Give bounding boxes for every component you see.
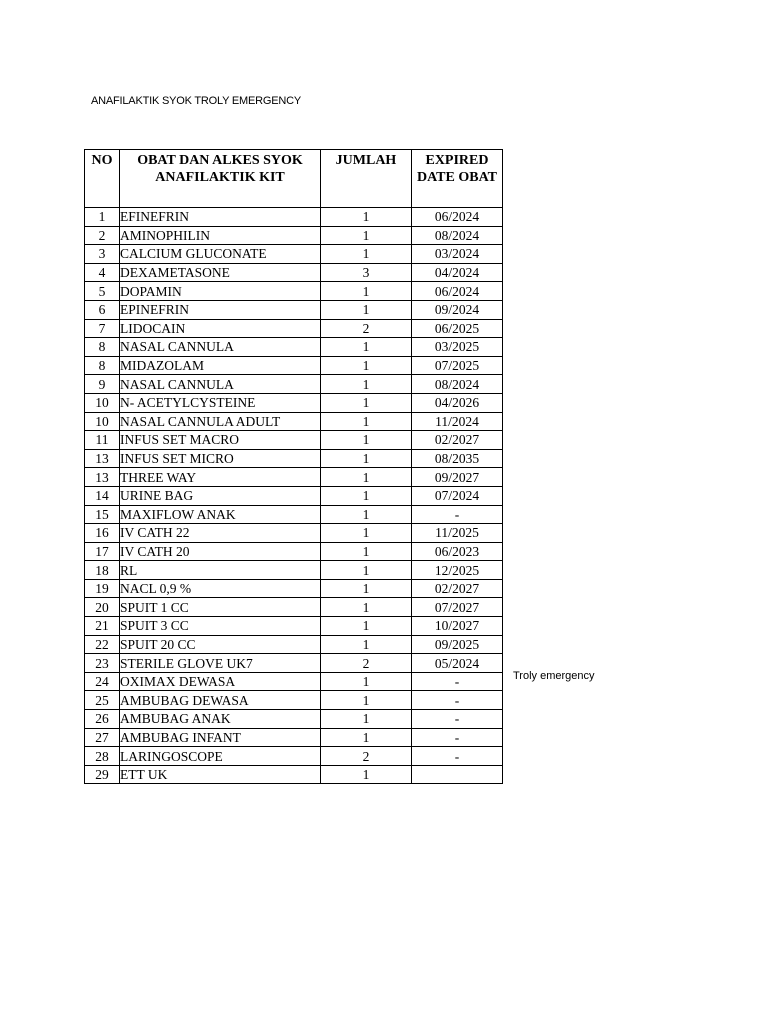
quantity: 2 <box>321 654 412 673</box>
row-number: 11 <box>85 431 120 450</box>
expired-date: 06/2024 <box>412 208 503 227</box>
row-number: 1 <box>85 208 120 227</box>
item-name: LIDOCAIN <box>120 319 321 338</box>
row-number: 10 <box>85 412 120 431</box>
expired-date: 05/2024 <box>412 654 503 673</box>
table-row <box>85 486 503 505</box>
item-name: NASAL CANNULA <box>120 375 321 394</box>
expired-date: 07/2024 <box>412 486 503 505</box>
item-name: URINE BAG <box>120 486 321 505</box>
table-row <box>85 710 503 729</box>
item-name: ETT UK <box>120 765 321 784</box>
table-row <box>85 338 503 357</box>
item-name: SPUIT 20 CC <box>120 635 321 654</box>
expired-date: 11/2024 <box>412 412 503 431</box>
expired-date: 09/2027 <box>412 468 503 487</box>
row-number: 24 <box>85 672 120 691</box>
item-name: MAXIFLOW ANAK <box>120 505 321 524</box>
expired-date: 06/2025 <box>412 319 503 338</box>
expired-date: 04/2026 <box>412 393 503 412</box>
table-row <box>85 747 503 766</box>
expired-date: - <box>412 728 503 747</box>
quantity: 1 <box>321 449 412 468</box>
expired-date: 02/2027 <box>412 431 503 450</box>
item-name: LARINGOSCOPE <box>120 747 321 766</box>
quantity: 1 <box>321 524 412 543</box>
quantity: 1 <box>321 468 412 487</box>
expired-date: - <box>412 691 503 710</box>
row-number: 3 <box>85 245 120 264</box>
expired-date: 03/2025 <box>412 338 503 357</box>
row-number: 14 <box>85 486 120 505</box>
table-row <box>85 579 503 598</box>
item-name: AMBUBAG ANAK <box>120 710 321 729</box>
quantity: 3 <box>321 263 412 282</box>
table-header-row <box>85 150 503 208</box>
quantity: 1 <box>321 412 412 431</box>
header-no: NO <box>85 150 120 208</box>
expired-date: - <box>412 710 503 729</box>
row-number: 15 <box>85 505 120 524</box>
item-name: OXIMAX DEWASA <box>120 672 321 691</box>
row-number: 28 <box>85 747 120 766</box>
item-name: SPUIT 3 CC <box>120 617 321 636</box>
quantity: 1 <box>321 245 412 264</box>
row-number: 4 <box>85 263 120 282</box>
row-number: 8 <box>85 338 120 357</box>
quantity: 2 <box>321 319 412 338</box>
row-number: 29 <box>85 765 120 784</box>
row-number: 18 <box>85 561 120 580</box>
row-number: 7 <box>85 319 120 338</box>
expired-date: 12/2025 <box>412 561 503 580</box>
quantity: 1 <box>321 208 412 227</box>
item-name: INFUS SET MICRO <box>120 449 321 468</box>
row-number: 25 <box>85 691 120 710</box>
expired-date: 11/2025 <box>412 524 503 543</box>
quantity: 1 <box>321 375 412 394</box>
table-row <box>85 524 503 543</box>
row-number: 20 <box>85 598 120 617</box>
quantity: 1 <box>321 672 412 691</box>
item-name: EPINEFRIN <box>120 300 321 319</box>
item-name: NACL 0,9 % <box>120 579 321 598</box>
expired-date: 07/2027 <box>412 598 503 617</box>
table-row <box>85 598 503 617</box>
table-row <box>85 208 503 227</box>
header-expired-date: EXPIRED DATE OBAT <box>412 150 503 208</box>
item-name: STERILE GLOVE UK7 <box>120 654 321 673</box>
row-number: 23 <box>85 654 120 673</box>
quantity: 1 <box>321 393 412 412</box>
item-name: MIDAZOLAM <box>120 356 321 375</box>
item-name: CALCIUM GLUCONATE <box>120 245 321 264</box>
expired-date: 04/2024 <box>412 263 503 282</box>
expired-date: - <box>412 505 503 524</box>
item-name: AMBUBAG DEWASA <box>120 691 321 710</box>
table-row <box>85 393 503 412</box>
quantity: 2 <box>321 747 412 766</box>
document-title: ANAFILAKTIK SYOK TROLY EMERGENCY <box>91 95 301 107</box>
inventory-table <box>84 149 503 784</box>
row-number: 16 <box>85 524 120 543</box>
table-row <box>85 691 503 710</box>
table-row <box>85 375 503 394</box>
expired-date <box>412 765 503 784</box>
item-name: RL <box>120 561 321 580</box>
table-row <box>85 672 503 691</box>
table-row <box>85 635 503 654</box>
header-quantity: JUMLAH <box>321 150 412 208</box>
table-row <box>85 449 503 468</box>
expired-date: 10/2027 <box>412 617 503 636</box>
header-item-name: OBAT DAN ALKES SYOK ANAFILAKTIK KIT <box>120 150 321 208</box>
row-number: 2 <box>85 226 120 245</box>
item-name: NASAL CANNULA <box>120 338 321 357</box>
row-number: 10 <box>85 393 120 412</box>
expired-date: 06/2023 <box>412 542 503 561</box>
table-row <box>85 226 503 245</box>
side-note: Troly emergency <box>513 670 595 682</box>
table-row <box>85 356 503 375</box>
table-row <box>85 431 503 450</box>
table-row <box>85 319 503 338</box>
quantity: 1 <box>321 691 412 710</box>
quantity: 1 <box>321 598 412 617</box>
table-row <box>85 245 503 264</box>
table-row <box>85 300 503 319</box>
table-row <box>85 263 503 282</box>
quantity: 1 <box>321 617 412 636</box>
expired-date: - <box>412 672 503 691</box>
table-row <box>85 412 503 431</box>
table-row <box>85 282 503 301</box>
table-row <box>85 728 503 747</box>
table-row <box>85 505 503 524</box>
row-number: 13 <box>85 449 120 468</box>
table-row <box>85 468 503 487</box>
quantity: 1 <box>321 226 412 245</box>
quantity: 1 <box>321 356 412 375</box>
item-name: IV CATH 20 <box>120 542 321 561</box>
row-number: 21 <box>85 617 120 636</box>
item-name: NASAL CANNULA ADULT <box>120 412 321 431</box>
table-row <box>85 617 503 636</box>
table-row <box>85 654 503 673</box>
quantity: 1 <box>321 765 412 784</box>
item-name: EFINEFRIN <box>120 208 321 227</box>
row-number: 13 <box>85 468 120 487</box>
expired-date: - <box>412 747 503 766</box>
quantity: 1 <box>321 338 412 357</box>
row-number: 26 <box>85 710 120 729</box>
quantity: 1 <box>321 300 412 319</box>
table-row <box>85 561 503 580</box>
item-name: DEXAMETASONE <box>120 263 321 282</box>
expired-date: 03/2024 <box>412 245 503 264</box>
row-number: 17 <box>85 542 120 561</box>
expired-date: 06/2024 <box>412 282 503 301</box>
item-name: DOPAMIN <box>120 282 321 301</box>
row-number: 9 <box>85 375 120 394</box>
row-number: 8 <box>85 356 120 375</box>
quantity: 1 <box>321 561 412 580</box>
row-number: 22 <box>85 635 120 654</box>
item-name: INFUS SET MACRO <box>120 431 321 450</box>
quantity: 1 <box>321 728 412 747</box>
quantity: 1 <box>321 635 412 654</box>
item-name: N- ACETYLCYSTEINE <box>120 393 321 412</box>
expired-date: 08/2024 <box>412 375 503 394</box>
quantity: 1 <box>321 486 412 505</box>
table-row <box>85 765 503 784</box>
item-name: SPUIT 1 CC <box>120 598 321 617</box>
table-body <box>85 208 503 784</box>
table-row <box>85 542 503 561</box>
quantity: 1 <box>321 431 412 450</box>
expired-date: 09/2025 <box>412 635 503 654</box>
item-name: AMBUBAG INFANT <box>120 728 321 747</box>
quantity: 1 <box>321 542 412 561</box>
row-number: 6 <box>85 300 120 319</box>
row-number: 5 <box>85 282 120 301</box>
item-name: AMINOPHILIN <box>120 226 321 245</box>
quantity: 1 <box>321 505 412 524</box>
expired-date: 07/2025 <box>412 356 503 375</box>
expired-date: 08/2035 <box>412 449 503 468</box>
quantity: 1 <box>321 282 412 301</box>
item-name: THREE WAY <box>120 468 321 487</box>
row-number: 19 <box>85 579 120 598</box>
quantity: 1 <box>321 579 412 598</box>
expired-date: 08/2024 <box>412 226 503 245</box>
expired-date: 09/2024 <box>412 300 503 319</box>
expired-date: 02/2027 <box>412 579 503 598</box>
quantity: 1 <box>321 710 412 729</box>
row-number: 27 <box>85 728 120 747</box>
item-name: IV CATH 22 <box>120 524 321 543</box>
